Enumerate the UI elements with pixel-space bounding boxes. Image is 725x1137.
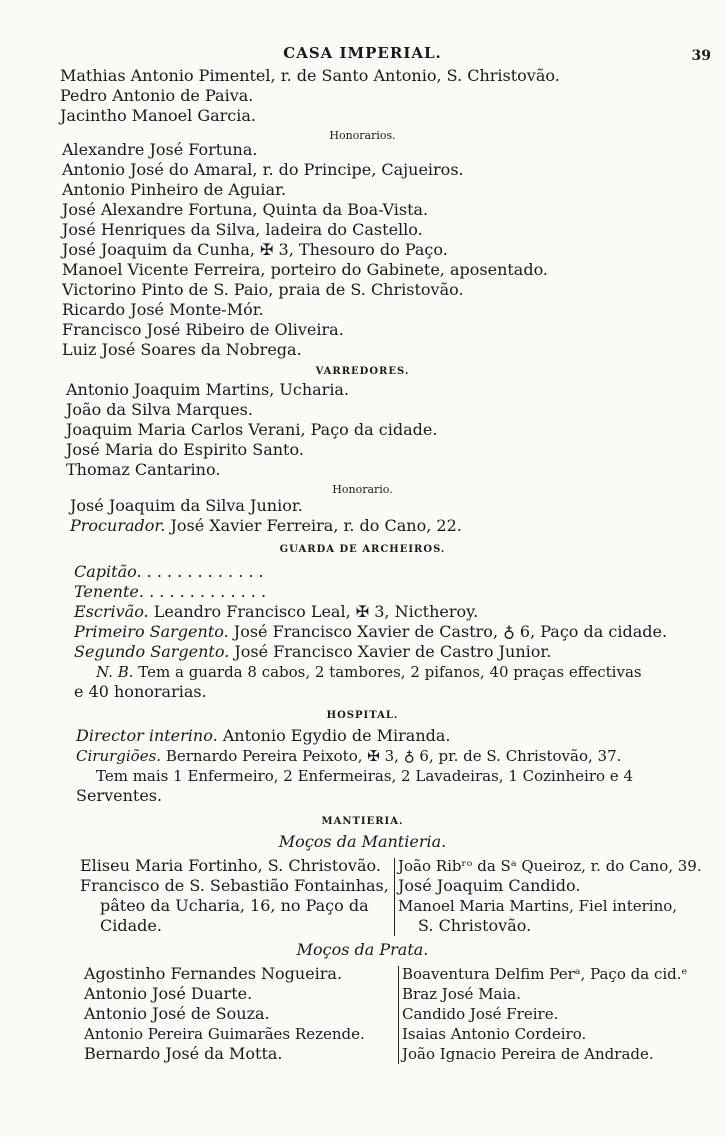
section-heading-hospital: HOSPITAL. bbox=[326, 710, 399, 721]
escrivao-label: Escrivão. bbox=[74, 602, 149, 621]
left-column-item: Antonio Pereira Guimarães Rezende. bbox=[84, 1025, 365, 1043]
primeiro-line bbox=[74, 622, 667, 642]
section-heading-honorarios: Honorarios. bbox=[329, 129, 396, 142]
section-heading-guarda: GUARDA DE ARCHEIROS. bbox=[279, 544, 446, 555]
list-item: José Maria do Espirito Santo. bbox=[66, 440, 304, 459]
text-line: Jacintho Manoel Garcia. bbox=[60, 106, 256, 125]
procurador-line bbox=[70, 516, 462, 536]
list-item: José Joaquim da Silva Junior. bbox=[70, 496, 303, 515]
column-divider bbox=[394, 858, 395, 936]
list-item: João da Silva Marques. bbox=[66, 400, 253, 419]
cirurgioes-line bbox=[76, 746, 621, 766]
page-header: CASA IMPERIAL. bbox=[283, 44, 442, 62]
subheading-mocos-prata: Moços da Prata. bbox=[296, 940, 429, 959]
dot-leader: . . . . . . . . . . . . bbox=[149, 582, 267, 601]
segundo-line bbox=[74, 642, 551, 662]
right-column-item: João Ribʳᵒ da Sᵃ Queiroz, r. do Cano, 39. bbox=[398, 857, 702, 875]
escrivao-text: Leandro Francisco Leal, ✠ 3, Nictheroy. bbox=[148, 602, 479, 621]
nota-bene-line-2: e 40 honorarias. bbox=[74, 682, 207, 701]
right-column-item: Candido José Freire. bbox=[402, 1005, 559, 1023]
procurador-text: José Xavier Ferreira, r. do Cano, 22. bbox=[165, 516, 462, 535]
right-column-item: Isaias Antonio Cordeiro. bbox=[402, 1025, 587, 1043]
nb-text: Tem a guarda 8 cabos, 2 tambores, 2 pifanos, 40 praças effectivas bbox=[133, 663, 642, 681]
right-column-item: S. Christovão. bbox=[418, 916, 532, 935]
capitao-label: Capitão. bbox=[74, 562, 142, 581]
cirurgioes-label: Cirurgiões. bbox=[76, 747, 162, 765]
left-column-item: Antonio José de Souza. bbox=[84, 1004, 270, 1023]
left-column-item: Agostinho Fernandes Nogueira. bbox=[84, 964, 343, 983]
section-heading-mantieria: MANTIERIA. bbox=[321, 816, 404, 827]
right-column-item: Braz José Maia. bbox=[402, 985, 522, 1003]
list-item: José Alexandre Fortuna, Quinta da Boa-Vista. bbox=[62, 200, 429, 219]
tem-mais-line: Tem mais 1 Enfermeiro, 2 Enfermeiras, 2 Lavadeiras, 1 Cozinheiro e 4 bbox=[96, 767, 633, 785]
subheading-honorario: Honorario. bbox=[332, 483, 393, 496]
left-column-item: Cidade. bbox=[100, 916, 162, 935]
list-item: Alexandre José Fortuna. bbox=[62, 140, 258, 159]
tem-mais-line-2: Serventes. bbox=[76, 786, 163, 805]
left-column-item: Antonio José Duarte. bbox=[84, 984, 253, 1003]
list-item: Ricardo José Monte-Mór. bbox=[62, 300, 264, 319]
segundo-text: José Francisco Xavier de Castro Junior. bbox=[229, 642, 552, 661]
right-column-item: João Ignacio Pereira de Andrade. bbox=[402, 1045, 654, 1063]
list-item: Luiz José Soares da Nobrega. bbox=[62, 340, 302, 359]
subheading-mocos-mantieria: Moços da Mantieria. bbox=[278, 832, 447, 851]
nota-bene-line bbox=[96, 662, 642, 682]
director-line bbox=[76, 726, 451, 746]
section-heading-varredores: VARREDORES. bbox=[315, 366, 410, 377]
list-item: Antonio Joaquim Martins, Ucharia. bbox=[66, 380, 350, 399]
left-column-item: pâteo da Ucharia, 16, no Paço da bbox=[100, 896, 369, 915]
text-line: Pedro Antonio de Paiva. bbox=[60, 86, 254, 105]
left-column-item: Bernardo José da Motta. bbox=[84, 1044, 283, 1063]
segundo-label: Segundo Sargento. bbox=[74, 642, 230, 661]
director-text: Antonio Egydio de Miranda. bbox=[217, 726, 451, 745]
list-item: Antonio José do Amaral, r. do Principe, Cajueiros. bbox=[62, 160, 464, 179]
left-column-item: Francisco de S. Sebastião Fontainhas, bbox=[80, 876, 389, 895]
tenente-label: Tenente. bbox=[74, 582, 144, 601]
procurador-label: Procurador. bbox=[70, 516, 166, 535]
primeiro-text: José Francisco Xavier de Castro, ♁ 6, Paço da cidade. bbox=[228, 622, 668, 641]
primeiro-label: Primeiro Sargento. bbox=[74, 622, 229, 641]
column-divider bbox=[398, 966, 399, 1064]
nb-label: N. B. bbox=[96, 663, 134, 681]
director-label: Director interino. bbox=[76, 726, 218, 745]
page-number: 39 bbox=[691, 48, 711, 64]
dot-leader: . . . . . . . . . . . . bbox=[146, 562, 264, 581]
right-column-item: Boaventura Delfim Perᵃ, Paço da cid.ᵉ bbox=[402, 965, 688, 983]
list-item: Victorino Pinto de S. Paio, praia de S. Christovão. bbox=[62, 280, 464, 299]
list-item: Antonio Pinheiro de Aguiar. bbox=[62, 180, 287, 199]
left-column-item: Eliseu Maria Fortinho, S. Christovão. bbox=[80, 856, 381, 875]
list-item: José Joaquim da Cunha, ✠ 3, Thesouro do Paço. bbox=[62, 240, 448, 259]
right-column-item: José Joaquim Candido. bbox=[398, 876, 581, 895]
capitao-line bbox=[74, 562, 264, 582]
list-item: Manoel Vicente Ferreira, porteiro do Gabinete, aposentado. bbox=[62, 260, 549, 279]
list-item: José Henriques da Silva, ladeira do Castello. bbox=[62, 220, 423, 239]
cirurgioes-text: Bernardo Pereira Peixoto, ✠ 3, ♁ 6, pr. de S. Christovão, 37. bbox=[161, 747, 622, 765]
escrivao-line bbox=[74, 602, 478, 622]
list-item: Francisco José Ribeiro de Oliveira. bbox=[62, 320, 344, 339]
text-line: Mathias Antonio Pimentel, r. de Santo Antonio, S. Christovão. bbox=[60, 66, 560, 85]
list-item: Thomaz Cantarino. bbox=[66, 460, 221, 479]
right-column-item: Manoel Maria Martins, Fiel interino, bbox=[398, 897, 678, 915]
tenente-line bbox=[74, 582, 266, 602]
list-item: Joaquim Maria Carlos Verani, Paço da cidade. bbox=[66, 420, 438, 439]
